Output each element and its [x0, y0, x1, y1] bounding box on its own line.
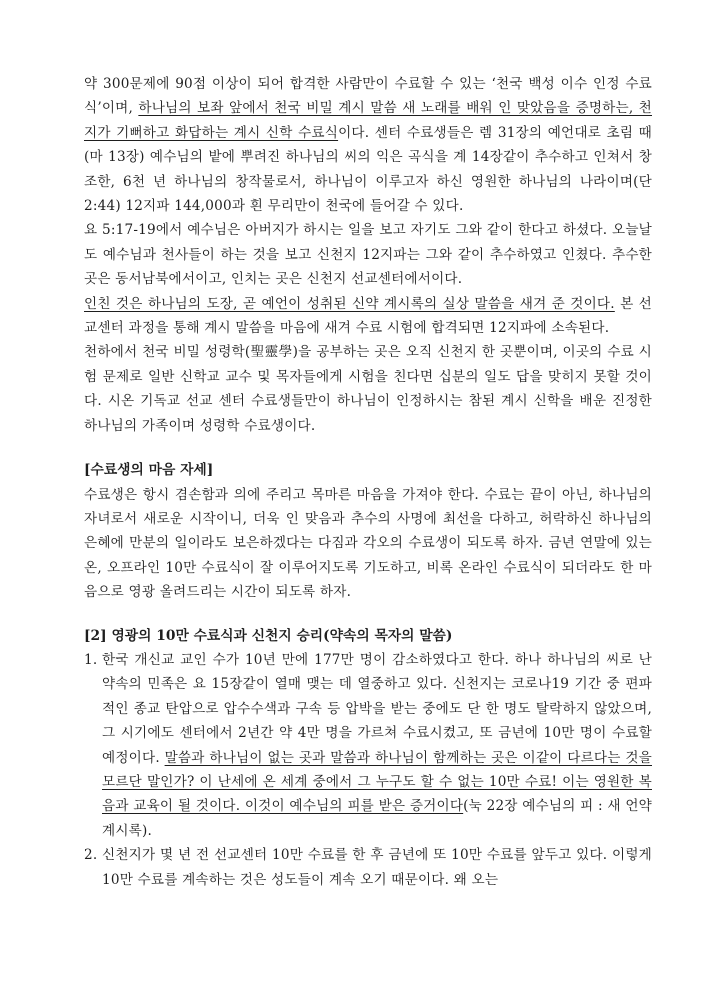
- list-item-body: [102, 843, 652, 892]
- paragraph-2: 요 5:17-19에서 예수님은 아버지가 하시는 일을 보고 자기도 그와 같이 한다고 하셨다. 오늘날도 예수님과 천사들이 하는 것을 보고 신천지 12지파는 그와 같이 추수하였고 인쳤다. 추수한 곳은 동서남북에서이고, 인치는 곳은 신천지 선교센터에서이다.: [84, 222, 652, 288]
- section-1-body: 수료생은 항시 겸손함과 의에 주리고 목마른 마음을 가져야 한다. 수료는 끝이 아닌, 하나님의 자녀로서 새로운 시작이니, 더욱 인 맞음과 추수의 사명에 최선을 다하고, 허락하신 하나님의 은혜에 만분의 일이라도 보은하겠다는 다짐과 각오의 수료생이 되도록 하자. 금년 연말에 있는 온, 오프라인 10만 수료식이 잘 이루어지도록 기도하고, 비록 온라인 수료식이 되더라도 한 마음으로 영광 올려드리는 시간이 되도록 하자.: [84, 486, 652, 601]
- list-item-body: [102, 648, 652, 843]
- list-item-number: 1.: [84, 651, 98, 668]
- paragraph-3-underlined-text: 인친 것은 하나님의 도장, 곧 예언이 성취된 신약 계시록의 실상 말씀을 새겨 준 것이다.: [84, 295, 615, 312]
- section-1-heading: [수료생의 마음 자세]: [84, 462, 214, 479]
- list-item-text-a: 신천지가 몇 년 전 선교센터 10만 수료를 한 후 금년에 또 10만 수료를 앞두고 있다. 이렇게 10만 수료를 계속하는 것은 성도들이 계속 오기 때문이다. 왜 오는: [102, 847, 652, 888]
- list-item-number: 2.: [84, 847, 98, 864]
- paragraph-1-underlined-text: 하나님의 보좌 앞에서 천국 비밀 계시 말씀 새 노래를 배워 인 맞았음을 증명하는, 천지가 기뻐하고 화답하는 계시 신학 수료식: [84, 100, 652, 141]
- spacer: [84, 438, 652, 458]
- section-2-heading: [2] 영광의 10만 수료식과 신천지 승리(약속의 목자의 말씀): [84, 627, 453, 644]
- paragraph-3: [84, 292, 652, 341]
- paragraph-1-text-c: 이다. 센터 수료생들은 렘 31장의 예언대로 초림 때(마 13장) 예수님의 밭에 뿌려진 하나님의 씨의 익은 곡식을 계 14장같이 추수하고 인쳐서 창조한, 6천 년 하나님의 창작물로서, 하나님이 이루고자 하신 영원한 하나님의 나라이며(단 2:44) 12지파 144,000과 흰 무리만이 천국에 들어갈 수 있다.: [84, 124, 652, 215]
- list-item-text-a: 한국 개신교 교인 수가 10년 만에 177만 명이 감소하였다고 한다. 하나 하나님의 씨로 난 약속의 민족은 요 15장같이 열매 맺는 데 열중하고 있다. 신천지는 코로나19 기간 중 편파적인 종교 탄압으로 압수수색과 구속 등 압박을 받는 중에도 단 한 명도 탈락하지 않았으며, 그 시기에도 센터에서 2년간 약 4만 명을 가르쳐 수료시켰고, 또 금년에 10만 명이 수료할 예정이다.: [102, 651, 652, 766]
- paragraph-1-text-a: 약 300문제에 90점 이상이 되어 합격한 사람만이 수료할 수 있는 ‘천국 백성 이수 인정 수료식’이며,: [84, 76, 652, 117]
- paragraph-4: 천하에서 천국 비밀 성령학(聖靈學)을 공부하는 곳은 오직 신천지 한 곳뿐이며, 이곳의 수료 시험 문제로 일반 신학교 교수 및 목자들에게 시험을 친다면 십분의 일도 답을 맞히지 못할 것이다. 시온 기독교 선교 센터 수료생들만이 하나님이 인정하시는 참된 계시 신학을 배운 진정한 하나님의 가족이며 성령학 수료생이다.: [84, 344, 652, 434]
- numbered-list: [84, 648, 652, 892]
- list-item-underlined-text: 말씀과 하나님이 없는 곳과 말씀과 하나님이 함께하는 곳은 이같이 다르다는 것을 모르단 말인가? 이 난세에 온 세계 중에서 그 누구도 할 수 없는 10만 수료! 이는 영원한 복음과 교육이 될 것이다. 이것이 예수님의 피를 받은 증거이다: [102, 749, 652, 815]
- list-item: [84, 648, 652, 843]
- paragraph-3-text-b: 본 선교센터 과정을 통해 계시 말씀을 마음에 새겨 수료 시험에 합격되면 12지파에 소속된다.: [84, 295, 652, 337]
- paragraph-1: [84, 72, 652, 218]
- list-item-text-c: (눅 22장 예수님의 피 : 새 언약 계시록).: [102, 798, 652, 839]
- spacer: [84, 605, 652, 624]
- list-item: [84, 843, 652, 892]
